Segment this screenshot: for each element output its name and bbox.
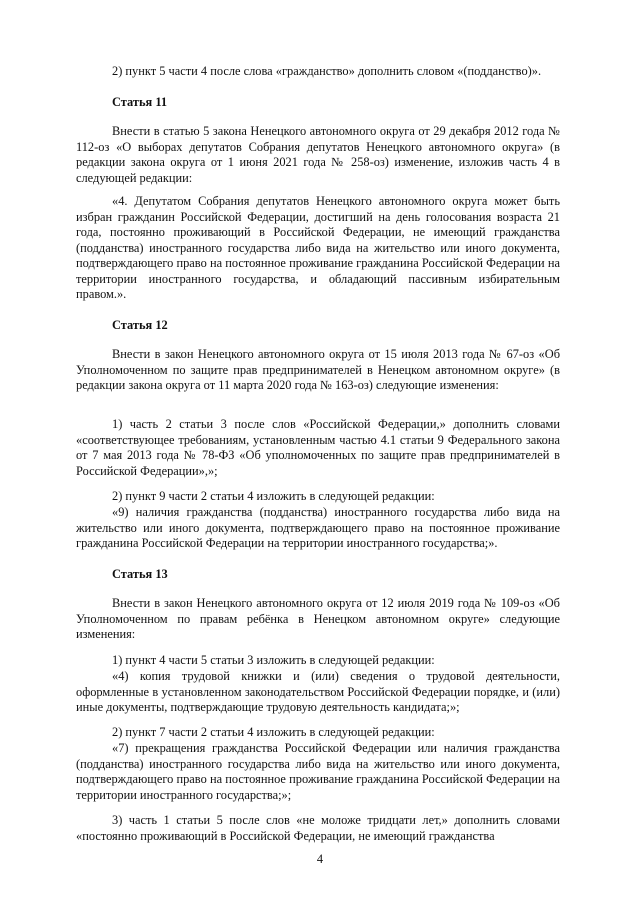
paragraph-article-13-item-1-text: «4) копия трудовой книжки и (или) сведения о трудовой деятельности, оформленные в установленном законодательством Российской Федерации порядке, и (или) иные документы, подтверждающие трудовую деятельность кандидата;»; (76, 669, 560, 714)
paragraph-article-12-item-2-text: «9) наличия гражданства (подданства) иностранного государства либо вида на жительство или иного документа, подтверждающего право на постоянное проживание гражданина Российской Федерации на территории иностранного государства;». (76, 505, 560, 550)
paragraph-article-13-item-2: 2) пункт 7 части 2 статьи 4 изложить в следующей редакции: (112, 725, 435, 739)
heading-article-12: Статья 12 (112, 318, 168, 332)
paragraph-amendment-2: 2) пункт 5 части 4 после слова «гражданство» дополнить словом «(подданство)». (112, 64, 542, 78)
page-number: 4 (316, 852, 324, 866)
paragraph-article-13-intro: Внести в закон Ненецкого автономного округа от 12 июля 2019 года № 109-оз «Об Уполномоченном по правам ребёнка в Ненецком автономном округе» следующие изменения: (76, 596, 560, 641)
paragraph-article-12-item-1: 1) часть 2 статьи 3 после слов «Российской Федерации,» дополнить словами «соответствующее требованиям, установленным частью 4.1 статьи 9 Федерального закона от 7 мая 2013 года № 78-ФЗ «Об уполномоченных по защите прав предпринимателей в Российской Федерации»,»; (76, 417, 560, 478)
paragraph-article-12-item-2: 2) пункт 9 части 2 статьи 4 изложить в следующей редакции: (112, 489, 435, 503)
paragraph-article-11-text: «4. Депутатом Собрания депутатов Ненецкого автономного округа может быть избран гражданин Российской Федерации, достигший на день голосования возраста 21 года, постоянно проживающий в Российской Федерации, не имеющий гражданства (подданства) иностранного государства либо вида на жительство или иного документа, подтверждающего право на постоянное проживание гражданина Российской Федерации на территории иностранного государства, и обладающий пассивным избирательным правом.». (76, 194, 560, 301)
heading-article-11: Статья 11 (112, 95, 168, 109)
paragraph-article-11-intro: Внести в статью 5 закона Ненецкого автономного округа от 29 декабря 2012 года № 112-оз «О выборах депутатов Собрания депутатов Ненецкого автономного округа» (в редакции закона округа от 1 июня 2021 года № 258-оз) изменение, изложив часть 4 в следующей редакции: (76, 124, 560, 185)
paragraph-article-13-item-2-text: «7) прекращения гражданства Российской Федерации или наличия гражданства (подданства) иностранного государства либо вида на жительство или иного документа, подтверждающего право на постоянное проживание гражданина Российской Федерации на территории иностранного государства;»; (76, 741, 560, 802)
heading-article-13: Статья 13 (112, 567, 168, 581)
paragraph-article-13-item-3: 3) часть 1 статьи 5 после слов «не моложе тридцати лет,» дополнить словами «постоянно проживающий в Российской Федерации, не имеющий гражданства (76, 813, 560, 843)
paragraph-article-12-intro: Внести в закон Ненецкого автономного округа от 15 июля 2013 года № 67-оз «Об Уполномоченном по защите прав предпринимателей в Ненецком автономном округе» (в редакции закона округа от 11 марта 2020 года № 163-оз) следующие изменения: (76, 347, 560, 392)
paragraph-article-13-item-1: 1) пункт 4 части 5 статьи 3 изложить в следующей редакции: (112, 653, 435, 667)
